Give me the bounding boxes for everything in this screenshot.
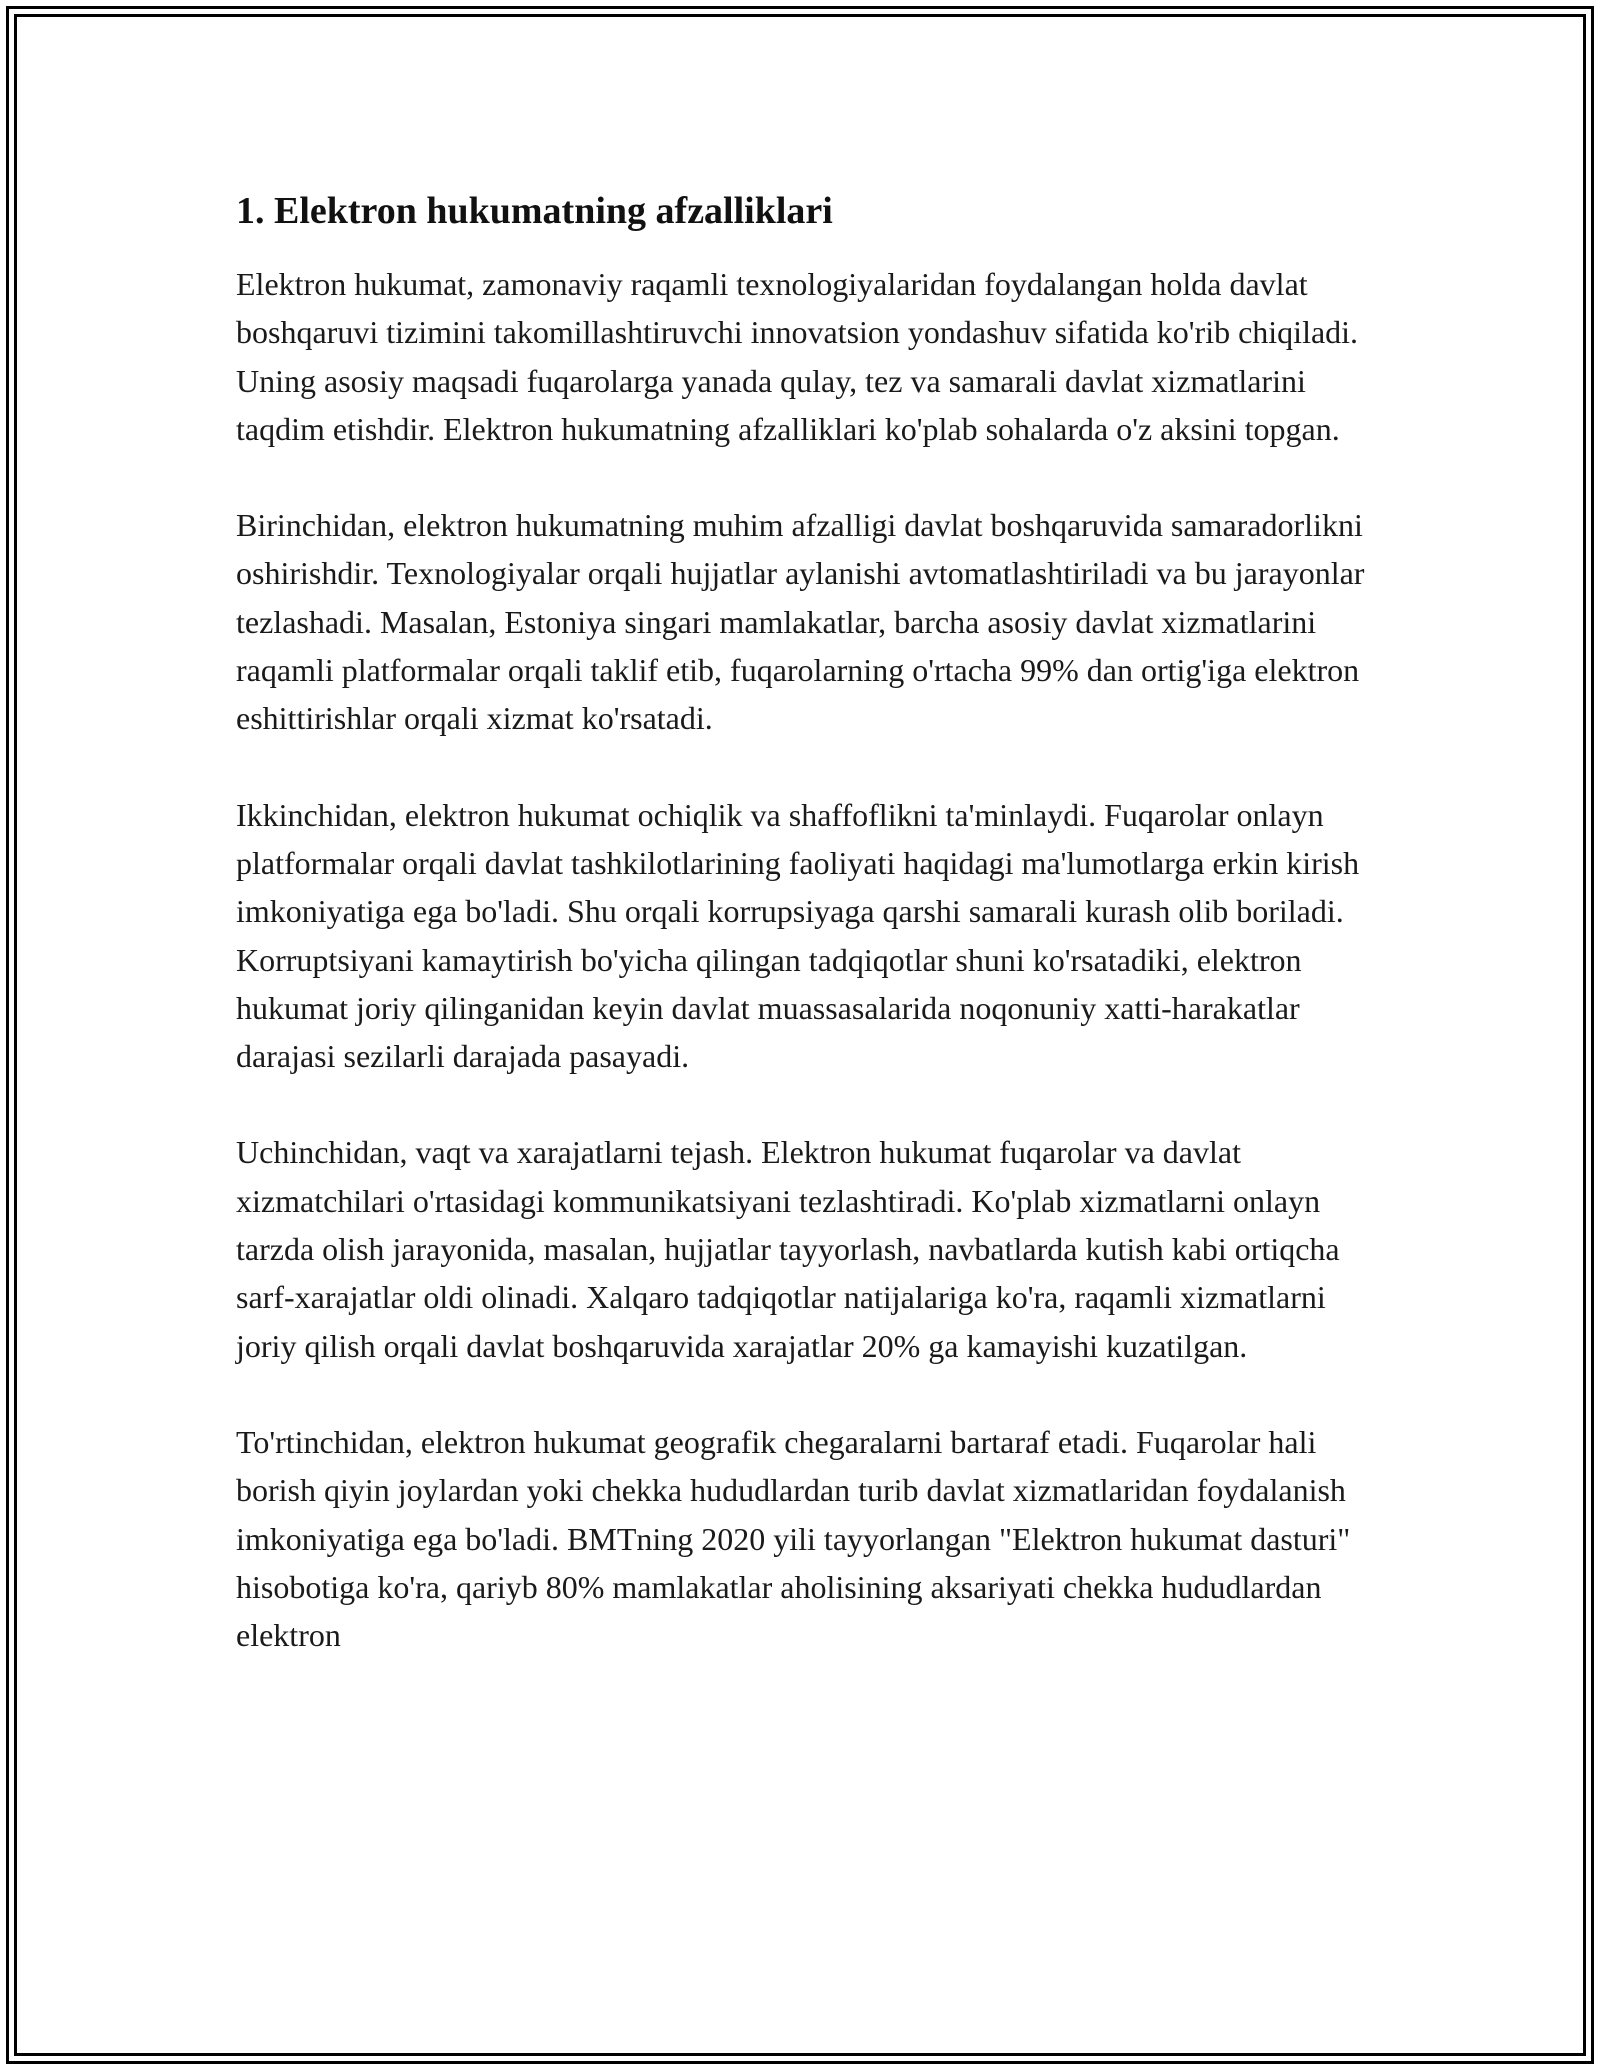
paragraph-fourth: To'rtinchidan, elektron hukumat geografik chegaralarni bartaraf etadi. Fuqarolar hali borish qiyin joylardan yoki chekka hududlardan turib davlat xizmatlaridan foydalanish imkoniyatiga ega bo'ladi. BMTning 2020 yili tayyorlangan "Elektron hukumat dasturi" hisobotiga ko'ra, qariyb 80% mamlakatlar aholisining aksariyati chekka hududlardan elektron	[236, 1423, 1351, 1654]
paragraph-intro: Elektron hukumat, zamonaviy raqamli texnologiyalaridan foydalangan holda davlat boshqaruvi tizimini takomillashtiruvchi innovatsion yondashuv sifatida ko'rib chiqiladi. Uning asosiy maqsadi fuqarolarga yanada qulay, tez va samarali davlat xizmatlarini taqdim etishdir. Elektron hukumatning afzalliklari ko'plab sohalarda o'z aksini topgan.	[236, 266, 1359, 447]
paragraph-first: Birinchidan, elektron hukumatning muhim afzalligi davlat boshqaruvida samaradorlikni oshirishdir. Texnologiyalar orqali hujjatlar aylanishi avtomatlashtiriladi va bu jarayonlar tezlashadi. Masalan, Estoniya singari mamlakatlar, barcha asosiy davlat xizmatlarini raqamli platformalar orqali taklif etib, fuqarolarning o'rtacha 99% dan ortig'iga elektron eshittirishlar orqali xizmat ko'rsatadi.	[236, 507, 1365, 737]
document-body	[236, 186, 1366, 1707]
paragraph-third: Uchinchidan, vaqt va xarajatlarni tejash. Elektron hukumat fuqarolar va davlat xizmatchilari o'rtasidagi kommunikatsiyani tezlashtiradi. Ko'plab xizmatlarni onlayn tarzda olish jarayonida, masalan, hujjatlar tayyorlash, navbatlarda kutish kabi ortiqcha sarf-xarajatlar oldi olinadi. Xalqaro tadqiqotlar natijalariga ko'ra, raqamli xizmatlarni joriy qilish orqali davlat boshqaruvida xarajatlar 20% ga kamayishi kuzatilgan.	[236, 1134, 1340, 1364]
paragraph-second: Ikkinchidan, elektron hukumat ochiqlik va shaffoflikni ta'minlaydi. Fuqarolar onlayn platformalar orqali davlat tashkilotlarining faoliyati haqidagi ma'lumotlarga erkin kirish imkoniyatiga ega bo'ladi. Shu orqali korrupsiyaga qarshi samarali kurash olib boriladi. Korruptsiyani kamaytirish bo'yicha qilingan tadqiqotlar shuni ko'rsatadiki, elektron hukumat joriy qilinganidan keyin davlat muassasalarida noqonuniy xatti-harakatlar darajasi sezilarli darajada pasayadi.	[236, 796, 1360, 1075]
section-heading: 1. Elektron hukumatning afzalliklari	[236, 190, 833, 232]
